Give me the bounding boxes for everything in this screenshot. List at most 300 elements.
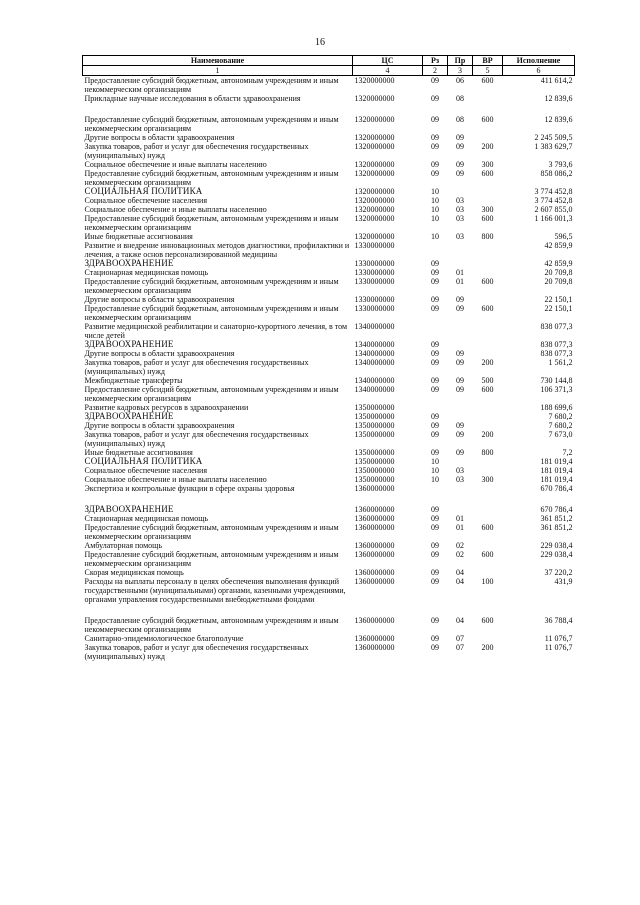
table-row (83, 340, 575, 349)
row-vr (473, 241, 503, 259)
row-cs: 1320000000 (354, 187, 395, 196)
row-pr: 09 (456, 376, 464, 385)
row-amount: 3 774 452,8 (534, 187, 573, 196)
row-cs: 1320000000 (354, 94, 395, 103)
row-cs: 1360000000 (354, 643, 395, 652)
row-amount: 361 851,2 (540, 514, 573, 523)
row-name: Социальное обеспечение населения (84, 466, 207, 475)
row-vr (473, 634, 503, 643)
row-rz: 09 (431, 115, 439, 124)
row-amount: 1 383 629,7 (534, 142, 573, 151)
row-vr: 300 (481, 475, 494, 484)
row-name (83, 103, 353, 115)
row-cs: 1360000000 (354, 505, 395, 514)
row-amount: 1 166 001,3 (534, 214, 573, 223)
row-name: Экспертиза и контрольные функции в сфере охраны здоровья (84, 484, 295, 493)
row-name: Развитие и внедрение инновационных методов диагностики, профилактики и лечения, а также основ персонализированной медицины (84, 241, 350, 259)
row-name: Стационарная медицинская помощь (84, 268, 209, 277)
row-vr: 600 (481, 550, 494, 559)
table-row (83, 349, 575, 358)
row-rz: 10 (431, 196, 439, 205)
row-amount: 3 793,6 (548, 160, 573, 169)
row-name: ЗДРАВООХРАНЕНИЕ (84, 505, 174, 514)
row-rz (423, 403, 448, 412)
row-name: Предоставление субсидий бюджетным, автономным учреждениям и иным некоммерческим организациям (84, 76, 339, 94)
row-amount: 670 786,4 (540, 505, 573, 514)
row-rz: 10 (431, 187, 439, 196)
row-name: Социальное обеспечение населения (84, 196, 207, 205)
table-row (83, 160, 575, 169)
table-row (83, 514, 575, 523)
row-amount: 181 019,4 (540, 466, 573, 475)
row-pr (448, 241, 473, 259)
row-cs: 1330000000 (354, 241, 395, 250)
row-cs: 1330000000 (354, 259, 395, 268)
row-rz: 10 (431, 214, 439, 223)
row-pr: 03 (456, 475, 464, 484)
row-cs: 1320000000 (354, 76, 395, 85)
row-amount: 11 076,7 (544, 634, 573, 643)
row-vr (473, 484, 503, 493)
table-row (83, 457, 575, 466)
colnum: 5 (473, 66, 503, 76)
row-amount: 2 245 509,5 (534, 133, 573, 142)
row-rz: 09 (431, 568, 439, 577)
table-row (83, 304, 575, 322)
row-vr: 600 (481, 277, 494, 286)
table-row (83, 232, 575, 241)
row-cs: 1360000000 (354, 484, 395, 493)
row-name: Иные бюджетные ассигнования (84, 232, 193, 241)
row-name: Предоставление субсидий бюджетным, автономным учреждениям и иным некоммерческим организациям (84, 169, 339, 187)
row-name: Предоставление субсидий бюджетным, автономным учреждениям и иным некоммерческим организациям (84, 115, 339, 133)
row-pr: 03 (456, 196, 464, 205)
row-rz: 09 (431, 541, 439, 550)
row-cs: 1350000000 (354, 430, 395, 439)
row-name: Предоставление субсидий бюджетным, автономным учреждениям и иным некоммерческим организациям (84, 304, 339, 322)
row-vr: 300 (481, 160, 494, 169)
row-cs: 1320000000 (354, 232, 395, 241)
table-row (83, 505, 575, 514)
row-pr (448, 505, 473, 514)
row-amount: 229 038,4 (540, 550, 573, 559)
row-name: Расходы на выплаты персоналу в целях обеспечения выполнения функций государственными (муниципальными) органами, казенными учреждениями, органами управления государственными внебюджетными фондами (84, 577, 346, 604)
table-row (83, 385, 575, 403)
row-rz: 09 (431, 295, 439, 304)
row-name: ЗДРАВООХРАНЕНИЕ (84, 340, 174, 349)
row-name: Другие вопросы в области здравоохранения (84, 421, 235, 430)
row-amount: 838 077,3 (540, 322, 573, 331)
budget-table (82, 55, 575, 661)
row-cs: 1350000000 (354, 475, 395, 484)
row-rz: 09 (431, 133, 439, 142)
row-rz: 10 (431, 475, 439, 484)
row-pr: 01 (456, 523, 464, 532)
table-row (83, 475, 575, 484)
colnum: 6 (503, 66, 575, 76)
row-amount: 7 680,2 (548, 412, 573, 421)
row-vr (473, 349, 503, 358)
row-cs: 1320000000 (354, 214, 395, 223)
table-row (83, 76, 575, 95)
row-pr (448, 340, 473, 349)
row-name: Санитарно-эпидемиологическое благополучие (84, 634, 244, 643)
row-cs: 1350000000 (354, 457, 395, 466)
row-pr (448, 403, 473, 412)
row-cs: 1340000000 (354, 376, 395, 385)
row-amount: 7 673,0 (548, 430, 573, 439)
row-name: ЗДРАВООХРАНЕНИЕ (84, 259, 174, 268)
row-rz: 09 (431, 94, 439, 103)
row-pr: 09 (456, 430, 464, 439)
row-rz: 09 (431, 577, 439, 586)
row-amount: 361 851,2 (540, 523, 573, 532)
row-pr: 06 (456, 76, 464, 85)
row-vr (473, 403, 503, 412)
header-vr: ВР (473, 56, 503, 66)
row-cs (353, 604, 423, 616)
row-rz: 09 (431, 448, 439, 457)
row-amount: 188 699,6 (540, 403, 573, 412)
row-rz: 09 (431, 277, 439, 286)
row-rz: 09 (431, 349, 439, 358)
row-cs: 1360000000 (354, 568, 395, 577)
row-pr: 03 (456, 232, 464, 241)
row-amount (503, 604, 575, 616)
row-amount: 670 786,4 (540, 484, 573, 493)
row-vr (473, 514, 503, 523)
row-rz: 09 (431, 376, 439, 385)
row-amount: 12 839,6 (544, 94, 573, 103)
row-rz (423, 241, 448, 259)
row-cs: 1360000000 (354, 523, 395, 532)
header-pr: Пр (448, 56, 473, 66)
row-pr: 09 (456, 160, 464, 169)
row-rz: 09 (431, 169, 439, 178)
header-name: Наименование (83, 56, 353, 66)
row-pr: 09 (456, 385, 464, 394)
row-cs: 1360000000 (354, 577, 395, 586)
row-pr: 04 (456, 577, 464, 586)
row-pr: 09 (456, 295, 464, 304)
table-row (83, 103, 575, 115)
row-cs (353, 103, 423, 115)
row-rz: 09 (431, 142, 439, 151)
row-name: Развитие медицинской реабилитации и санаторно-курортного лечения, в том числе детей (84, 322, 348, 340)
row-name: СОЦИАЛЬНАЯ ПОЛИТИКА (84, 457, 203, 466)
row-cs: 1320000000 (354, 115, 395, 124)
row-rz (423, 103, 448, 115)
row-name: Социальное обеспечение и иные выплаты населению (84, 205, 267, 214)
table-row (83, 187, 575, 196)
row-pr: 09 (456, 421, 464, 430)
table-row (83, 541, 575, 550)
row-pr: 04 (456, 616, 464, 625)
row-cs: 1360000000 (354, 541, 395, 550)
row-vr (473, 604, 503, 616)
row-amount: 37 220,2 (544, 568, 573, 577)
row-pr (448, 259, 473, 268)
table-row (83, 523, 575, 541)
row-amount: 7 680,2 (548, 421, 573, 430)
colnum: 1 (83, 66, 353, 76)
row-cs: 1360000000 (354, 616, 395, 625)
table-row (83, 412, 575, 421)
row-name: Прикладные научные исследования в области здравоохранения (84, 94, 301, 103)
row-amount: 431,9 (554, 577, 573, 586)
row-rz: 09 (431, 643, 439, 652)
row-vr: 600 (481, 214, 494, 223)
row-vr (473, 196, 503, 205)
row-pr (448, 457, 473, 466)
row-vr (473, 340, 503, 349)
row-name: Предоставление субсидий бюджетным, автономным учреждениям и иным некоммерческим организациям (84, 550, 339, 568)
row-vr (473, 268, 503, 277)
header-rz: Рз (423, 56, 448, 66)
row-vr (473, 568, 503, 577)
row-vr (473, 466, 503, 475)
row-cs: 1320000000 (354, 142, 395, 151)
row-rz: 10 (431, 466, 439, 475)
row-rz: 09 (431, 160, 439, 169)
row-amount: 596,5 (554, 232, 573, 241)
table-row (83, 376, 575, 385)
row-cs: 1330000000 (354, 304, 395, 313)
row-vr: 200 (481, 643, 494, 652)
row-vr (473, 541, 503, 550)
table-row (83, 577, 575, 604)
table-row (83, 196, 575, 205)
row-rz: 09 (431, 430, 439, 439)
row-name: Социальное обеспечение и иные выплаты населению (84, 475, 267, 484)
row-amount: 36 788,4 (544, 616, 573, 625)
row-vr (473, 295, 503, 304)
row-amount: 181 019,4 (540, 475, 573, 484)
row-vr (473, 259, 503, 268)
row-rz (423, 493, 448, 505)
row-vr (473, 94, 503, 103)
row-name: Другие вопросы в области здравоохранения (84, 133, 235, 142)
row-vr: 600 (481, 385, 494, 394)
row-vr (473, 412, 503, 421)
row-rz (423, 484, 448, 493)
table-row (83, 241, 575, 259)
table-row (83, 133, 575, 142)
header-exec: Исполнение (503, 56, 575, 66)
row-rz: 09 (431, 634, 439, 643)
row-cs: 1350000000 (354, 448, 395, 457)
page-number: 16 (315, 37, 325, 48)
row-vr: 600 (481, 115, 494, 124)
row-rz: 09 (431, 268, 439, 277)
table-row (83, 568, 575, 577)
table-row (83, 616, 575, 634)
colnum: 2 (423, 66, 448, 76)
row-pr (448, 604, 473, 616)
table-row (83, 634, 575, 643)
row-vr: 200 (481, 430, 494, 439)
row-rz: 09 (431, 550, 439, 559)
row-vr: 600 (481, 616, 494, 625)
row-name: Другие вопросы в области здравоохранения (84, 295, 235, 304)
colnum: 4 (353, 66, 423, 76)
row-name: Предоставление субсидий бюджетным, автономным учреждениям и иным некоммерческим организациям (84, 385, 339, 403)
row-vr: 800 (481, 448, 494, 457)
row-rz: 09 (431, 304, 439, 313)
row-pr: 09 (456, 169, 464, 178)
row-amount: 20 709,8 (544, 268, 573, 277)
row-pr: 01 (456, 277, 464, 286)
row-pr (448, 484, 473, 493)
row-pr: 09 (456, 133, 464, 142)
row-vr (473, 322, 503, 340)
table-row (83, 493, 575, 505)
row-vr (473, 421, 503, 430)
row-amount: 229 038,4 (540, 541, 573, 550)
row-pr: 04 (456, 568, 464, 577)
row-vr: 100 (481, 577, 494, 586)
colnum: 3 (448, 66, 473, 76)
row-name: Другие вопросы в области здравоохранения (84, 349, 235, 358)
row-pr: 09 (456, 358, 464, 367)
row-name (83, 493, 353, 505)
row-amount: 22 150,1 (544, 295, 573, 304)
row-rz (423, 322, 448, 340)
table-row (83, 205, 575, 214)
header-cs: ЦС (353, 56, 423, 66)
row-rz: 09 (431, 358, 439, 367)
row-pr: 09 (456, 448, 464, 457)
row-cs: 1360000000 (354, 514, 395, 523)
row-pr: 03 (456, 466, 464, 475)
table-row (83, 550, 575, 568)
table-row (83, 214, 575, 232)
row-amount (503, 103, 575, 115)
row-vr: 600 (481, 304, 494, 313)
row-name: Межбюджетные трансферты (84, 376, 183, 385)
table-row (83, 643, 575, 661)
row-name: Закупка товаров, работ и услуг для обеспечения государственных (муниципальных) нужд (84, 643, 309, 661)
row-rz: 09 (431, 385, 439, 394)
row-cs: 1350000000 (354, 403, 395, 412)
row-amount: 838 077,3 (540, 349, 573, 358)
row-vr: 600 (481, 76, 494, 85)
table-row (83, 169, 575, 187)
row-vr: 800 (481, 232, 494, 241)
table-row (83, 430, 575, 448)
table-row (83, 448, 575, 457)
row-vr: 300 (481, 205, 494, 214)
row-name: Социальное обеспечение и иные выплаты населению (84, 160, 267, 169)
row-pr: 08 (456, 94, 464, 103)
row-vr: 200 (481, 358, 494, 367)
row-amount: 12 839,6 (544, 115, 573, 124)
row-amount: 838 077,3 (540, 340, 573, 349)
row-vr: 500 (481, 376, 494, 385)
table-row (83, 466, 575, 475)
row-cs: 1340000000 (354, 322, 395, 331)
row-cs: 1320000000 (354, 169, 395, 178)
row-rz: 09 (431, 76, 439, 85)
row-name: Скорая медицинская помощь (84, 568, 184, 577)
row-cs: 1340000000 (354, 358, 395, 367)
row-name: Закупка товаров, работ и услуг для обеспечения государственных (муниципальных) нужд (84, 142, 309, 160)
row-rz: 09 (431, 259, 439, 268)
table-row (83, 484, 575, 493)
row-pr: 02 (456, 541, 464, 550)
row-amount: 7,2 (562, 448, 573, 457)
row-pr: 01 (456, 268, 464, 277)
row-pr: 09 (456, 142, 464, 151)
row-pr: 07 (456, 643, 464, 652)
row-cs: 1340000000 (354, 340, 395, 349)
row-name: Предоставление субсидий бюджетным, автономным учреждениям и иным некоммерческим организациям (84, 523, 339, 541)
row-cs: 1330000000 (354, 295, 395, 304)
row-pr: 03 (456, 205, 464, 214)
row-pr (448, 322, 473, 340)
row-amount: 11 076,7 (544, 643, 573, 652)
row-amount: 730 144,8 (540, 376, 573, 385)
table-row (83, 421, 575, 430)
row-pr (448, 412, 473, 421)
table-row (83, 322, 575, 340)
row-rz: 09 (431, 505, 439, 514)
row-rz: 09 (431, 412, 439, 421)
row-name: Развитие кадровых ресурсов в здравоохранении (84, 403, 249, 412)
table-row (83, 403, 575, 412)
header-row (83, 56, 575, 66)
row-name: СОЦИАЛЬНАЯ ПОЛИТИКА (84, 187, 203, 196)
row-amount: 3 774 452,8 (534, 196, 573, 205)
row-vr (473, 133, 503, 142)
table-row (83, 295, 575, 304)
row-pr: 09 (456, 304, 464, 313)
row-name: Предоставление субсидий бюджетным, автономным учреждениям и иным некоммерческим организациям (84, 214, 339, 232)
table-row (83, 142, 575, 160)
row-cs: 1330000000 (354, 268, 395, 277)
row-rz: 09 (431, 340, 439, 349)
table-row (83, 277, 575, 295)
row-pr: 01 (456, 514, 464, 523)
row-pr: 08 (456, 115, 464, 124)
row-amount: 1 561,2 (548, 358, 573, 367)
row-cs: 1340000000 (354, 349, 395, 358)
row-name: ЗДРАВООХРАНЕНИЕ (84, 412, 174, 421)
row-amount: 42 859,9 (544, 259, 573, 268)
row-rz: 10 (431, 232, 439, 241)
row-rz (423, 604, 448, 616)
row-amount: 22 150,1 (544, 304, 573, 313)
table-row (83, 268, 575, 277)
row-vr: 600 (481, 169, 494, 178)
row-pr: 09 (456, 349, 464, 358)
column-number-row (83, 66, 575, 76)
row-cs: 1350000000 (354, 421, 395, 430)
row-amount: 106 371,3 (540, 385, 573, 394)
table-body (83, 76, 575, 662)
table-row (83, 259, 575, 268)
row-name: Стационарная медицинская помощь (84, 514, 209, 523)
row-rz: 09 (431, 514, 439, 523)
row-amount: 858 086,2 (540, 169, 573, 178)
row-pr (448, 187, 473, 196)
row-cs: 1330000000 (354, 277, 395, 286)
row-name: Иные бюджетные ассигнования (84, 448, 193, 457)
row-name: Предоставление субсидий бюджетным, автономным учреждениям и иным некоммерческим организациям (84, 616, 339, 634)
row-name: Предоставление субсидий бюджетным, автономным учреждениям и иным некоммерческим организациям (84, 277, 339, 295)
row-cs: 1320000000 (354, 205, 395, 214)
row-cs: 1320000000 (354, 196, 395, 205)
